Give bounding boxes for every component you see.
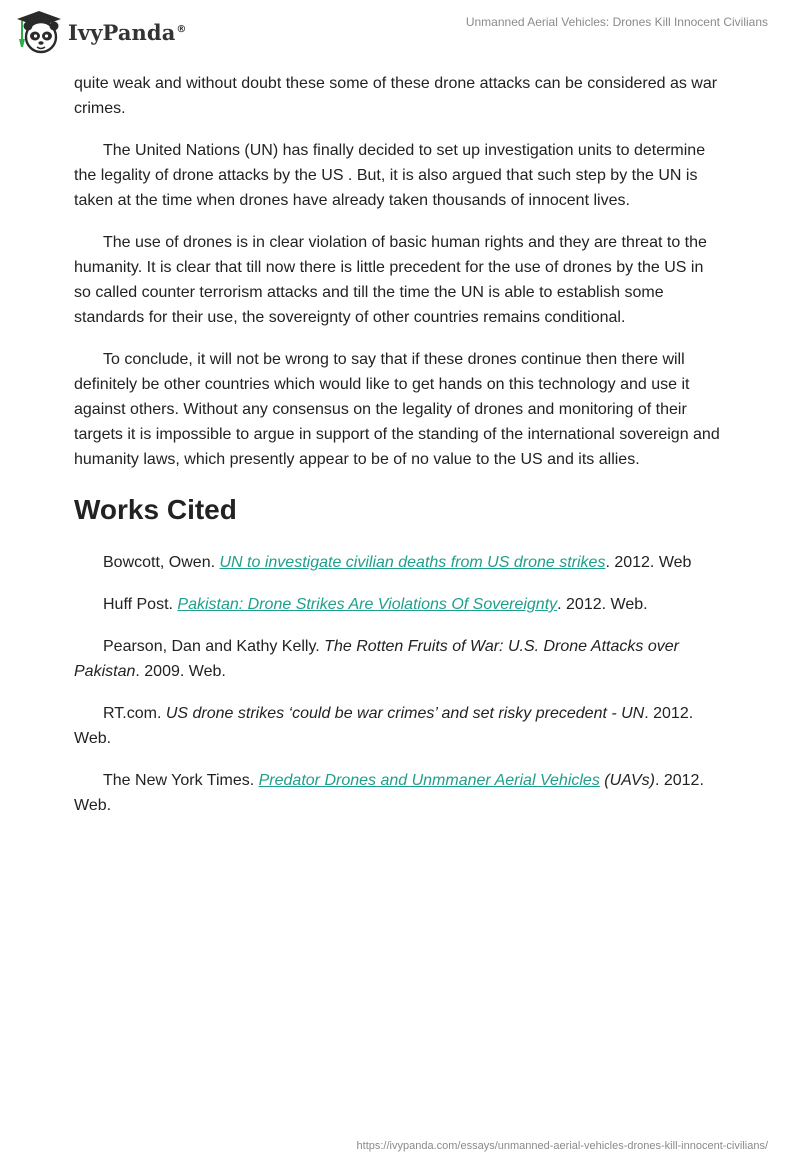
paragraph: The United Nations (UN) has finally decided to set up investigation units to determine the legality of drone attacks by the US . But, it is also argued that such step by the UN is taken at the time when drones have already taken thousands of innocent lives. — [74, 142, 706, 209]
paragraph: To conclude, it will not be wrong to say that if these drones continue then there will definitely be other countries which would like to get hands on this technology and use it against others. Without any consensus on the legality of drones and monitoring of their targets it is impossible to argue in support of the standing of the international sovereign and humanity laws, which presently appear to be of no value to the US and its allies. — [74, 351, 720, 468]
reference-title: US drone strikes ‘could be war crimes’ and set risky precedent - UN — [165, 705, 645, 722]
reference-item: Pearson, Dan and Kathy Kelly. The Rotten Fruits of War: U.S. Drone Attacks over Pakistan. 2009. Web. — [74, 638, 679, 680]
reference-item: Bowcott, Owen. UN to investigate civilian deaths from US drone strikes. 2012. Web — [103, 554, 692, 571]
reference-title: The Rotten Fruits of War: U.S. Drone Attacks over Pakistan — [74, 638, 679, 680]
reference-item: Huff Post. Pakistan: Drone Strikes Are Violations Of Sovereignty. 2012. Web. — [103, 596, 648, 613]
paragraph: quite weak and without doubt these some of these drone attacks can be considered as war crimes. — [74, 75, 718, 117]
document-title: Unmanned Aerial Vehicles: Drones Kill Innocent Civilians — [465, 15, 768, 29]
logo-text: IvyPanda® — [68, 19, 187, 45]
reference-item: RT.com. US drone strikes ‘could be war crimes’ and set risky precedent - UN. 2012. Web. — [74, 705, 694, 747]
paragraph: The use of drones is in clear violation of basic human rights and they are threat to the humanity. It is clear that till now there is little precedent for the use of drones by the US in so called counter terrorism attacks and till the time the UN is able to establish some standards for their use, the sovereignty of other countries remains conditional. — [74, 234, 707, 326]
reference-link[interactable]: Pakistan: Drone Strikes Are Violations Of Sovereignty — [177, 596, 558, 613]
essay-body — [74, 71, 724, 835]
reference-item: The New York Times. Predator Drones and Unmmaner Aerial Vehicles (UAVs). 2012. Web. — [74, 772, 704, 814]
reference-link[interactable]: Predator Drones and Unmmaner Aerial Vehicles — [258, 772, 600, 789]
reference-title: (UAVs) — [599, 772, 655, 789]
source-url[interactable]: https://ivypanda.com/essays/unmanned-aerial-vehicles-drones-kill-innocent-civilians/ — [356, 1140, 768, 1152]
logo[interactable] — [14, 8, 187, 56]
reference-link[interactable]: UN to investigate civilian deaths from US drone strikes — [219, 554, 606, 571]
panda-graduate-icon — [14, 9, 64, 55]
works-cited-heading: Works Cited — [74, 494, 237, 525]
